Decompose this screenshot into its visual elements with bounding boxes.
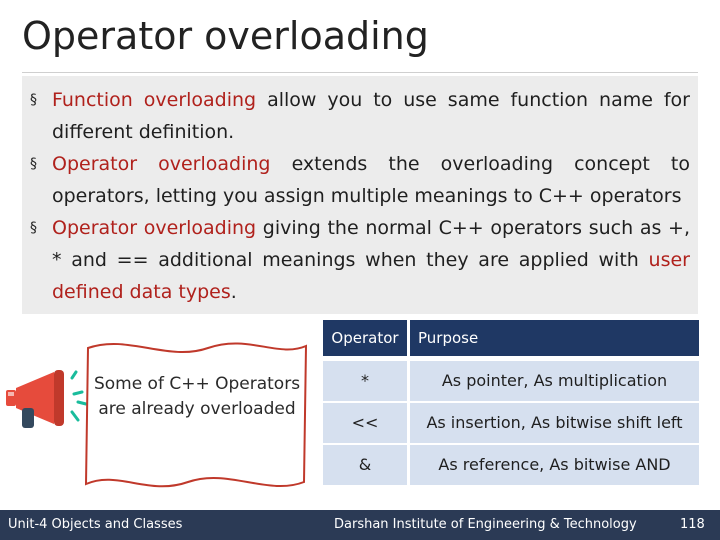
- slide-footer: [0, 510, 720, 540]
- bullet-marker: §: [30, 92, 37, 108]
- bullet-text: giving the normal C++ operators such as +, * and == additional meanings when they are applied with: [52, 217, 691, 271]
- bullet-text: allow you to use same function name for different definition.: [52, 89, 690, 143]
- table-cell-operator: *: [323, 361, 407, 401]
- bullet-marker: §: [30, 220, 37, 236]
- bullet-item: [30, 84, 690, 148]
- bullet-text-end: .: [230, 281, 237, 303]
- footer-page-number: 118: [680, 517, 705, 532]
- bullet-highlight: Function overloading: [52, 89, 257, 111]
- table-header-purpose: Purpose: [410, 320, 699, 356]
- table-cell-purpose: As pointer, As multiplication: [410, 361, 699, 401]
- bullet-highlight: Operator overloading: [52, 153, 271, 175]
- table-cell-operator: <<: [323, 403, 407, 443]
- table-cell-operator: &: [323, 445, 407, 485]
- callout-line-1: Some of C++ Operators: [93, 374, 301, 394]
- callout-line-2: are already overloaded: [98, 399, 296, 419]
- footer-unit: Unit-4 Objects and Classes: [8, 517, 183, 532]
- slide-title: Operator overloading: [22, 14, 429, 58]
- bullet-highlight: Operator overloading: [52, 217, 257, 239]
- bullet-highlight-secondary: user defined data types: [52, 249, 690, 303]
- table-cell-purpose: As insertion, As bitwise shift left: [410, 403, 699, 443]
- footer-institute: Darshan Institute of Engineering & Technology: [334, 517, 637, 532]
- bullet-item: [30, 212, 690, 308]
- table-cell-purpose: As reference, As bitwise AND: [410, 445, 699, 485]
- title-divider: [22, 72, 698, 73]
- bullet-marker: §: [30, 156, 37, 172]
- table-header-operator: Operator: [323, 320, 407, 356]
- bullet-item: [30, 148, 690, 212]
- callout-text: [86, 372, 308, 422]
- bullet-text: extends the overloading concept to operators, letting you assign multiple meanings to C++ operators: [52, 153, 690, 207]
